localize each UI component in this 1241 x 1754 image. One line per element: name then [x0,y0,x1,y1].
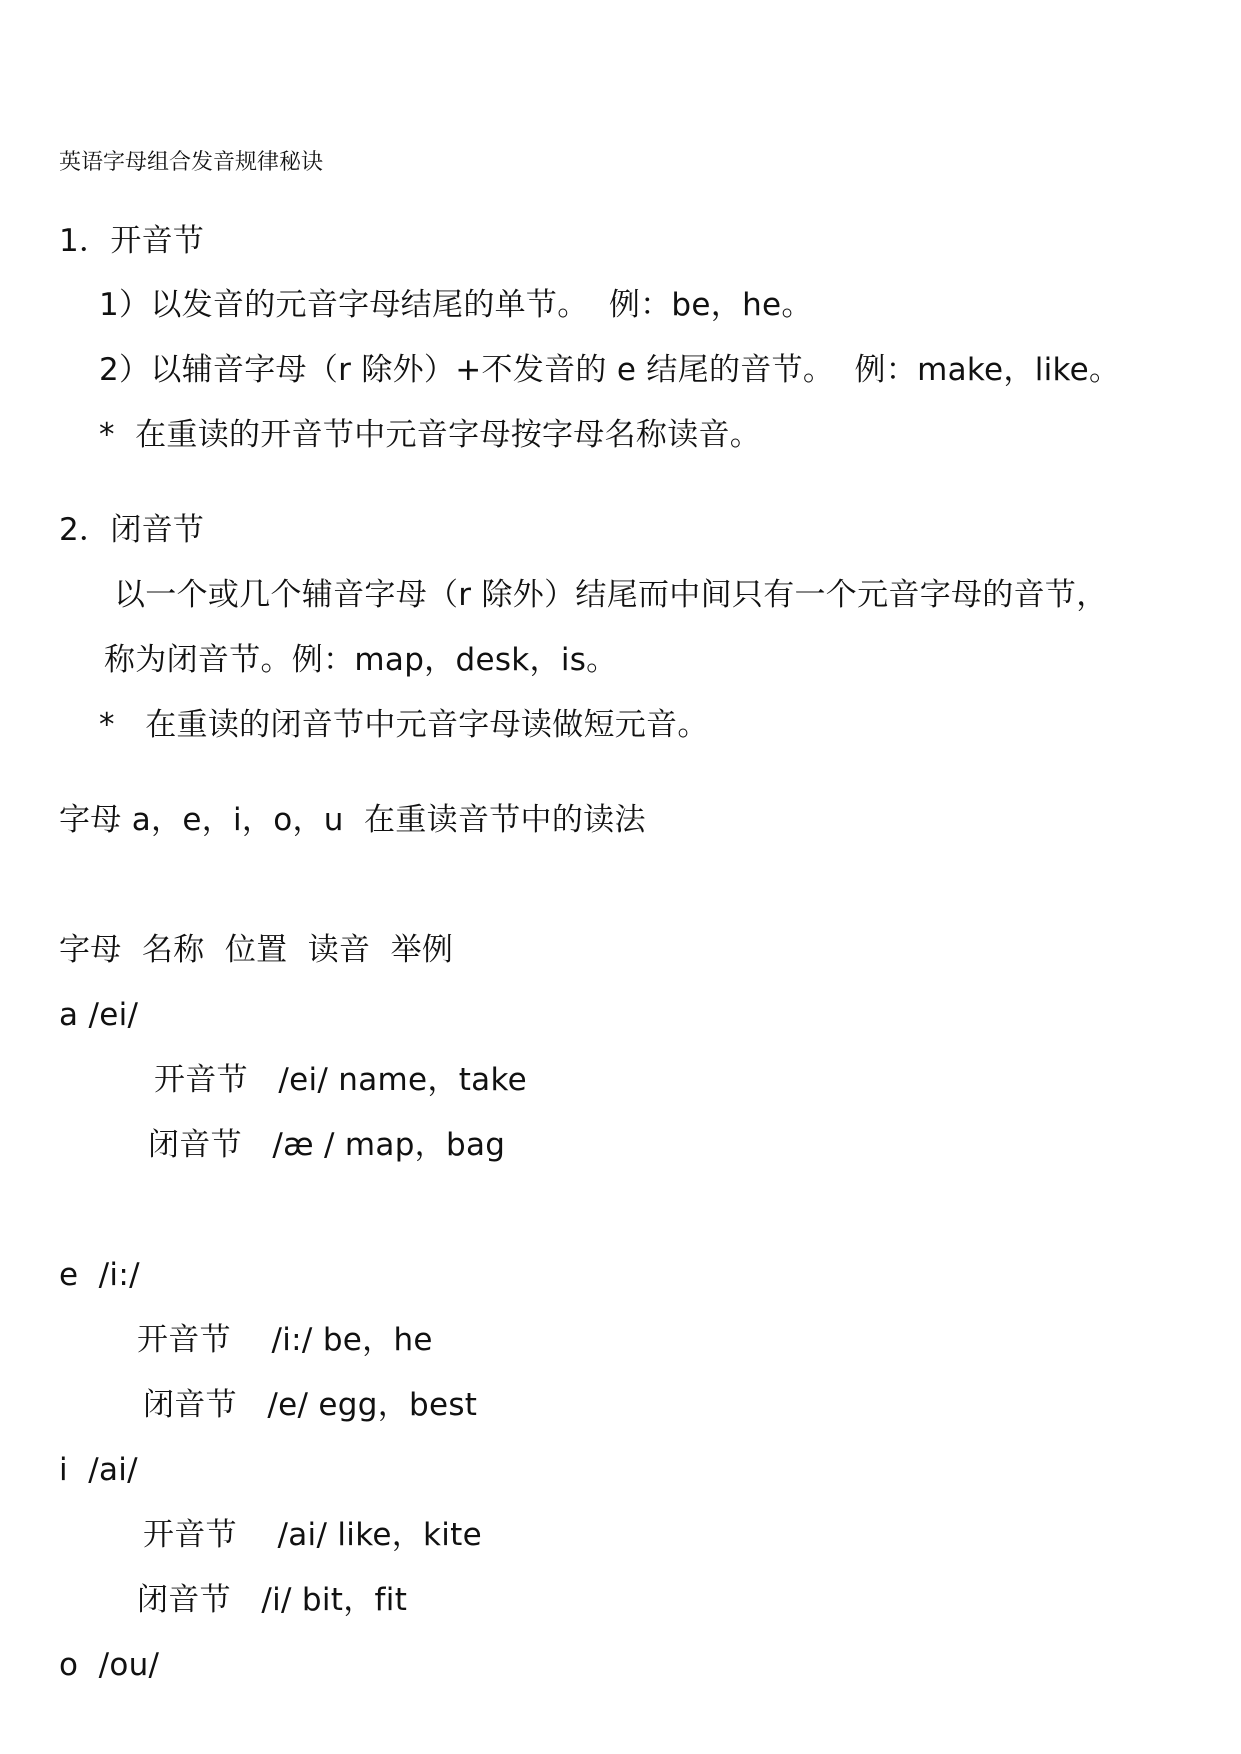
section1-note: * 在重读的开音节中元音字母按字母名称读音。 [99,417,762,453]
letter-o-row: o /ou/ [59,1647,160,1683]
section2-note: * 在重读的闭音节中元音字母读做短元音。 [99,707,709,743]
section2-desc-line2: 称为闭音节。例：map，desk，is。 [104,642,618,678]
section2-desc-line1: 以一个或几个辅音字母（r 除外）结尾而中间只有一个元音字母的音节， [114,577,1108,613]
table-header: 字母 名称 位置 读音 举例 [59,932,454,968]
section1-item1: 1）以发音的元音字母结尾的单节。 例：be，he。 [99,287,813,323]
section2-heading: 2．闭音节 [59,512,205,548]
letter-i-open-syllable: 开音节 /ai/ like，kite [143,1517,483,1553]
section3-heading: 字母 a，e，i，o，u 在重读音节中的读法 [59,802,646,838]
letter-a-closed-syllable: 闭音节 /æ / map，bag [148,1127,506,1163]
letter-e-open-syllable: 开音节 /i:/ be，he [137,1322,433,1358]
section1-heading: 1．开音节 [59,223,205,259]
letter-e-closed-syllable: 闭音节 /e/ egg，best [143,1387,478,1423]
letter-e-row: e /i:/ [59,1257,140,1293]
section1-item2: 2）以辅音字母（r 除外）+不发音的 e 结尾的音节。 例：make，like。 [99,352,1121,388]
letter-a-row: a /ei/ [59,997,139,1033]
letter-i-row: i /ai/ [59,1452,138,1488]
document-title: 英语字母组合发音规律秘诀 [59,150,324,175]
letter-a-open-syllable: 开音节 /ei/ name，take [154,1062,527,1098]
letter-i-closed-syllable: 闭音节 /i/ bit，fit [137,1582,408,1618]
